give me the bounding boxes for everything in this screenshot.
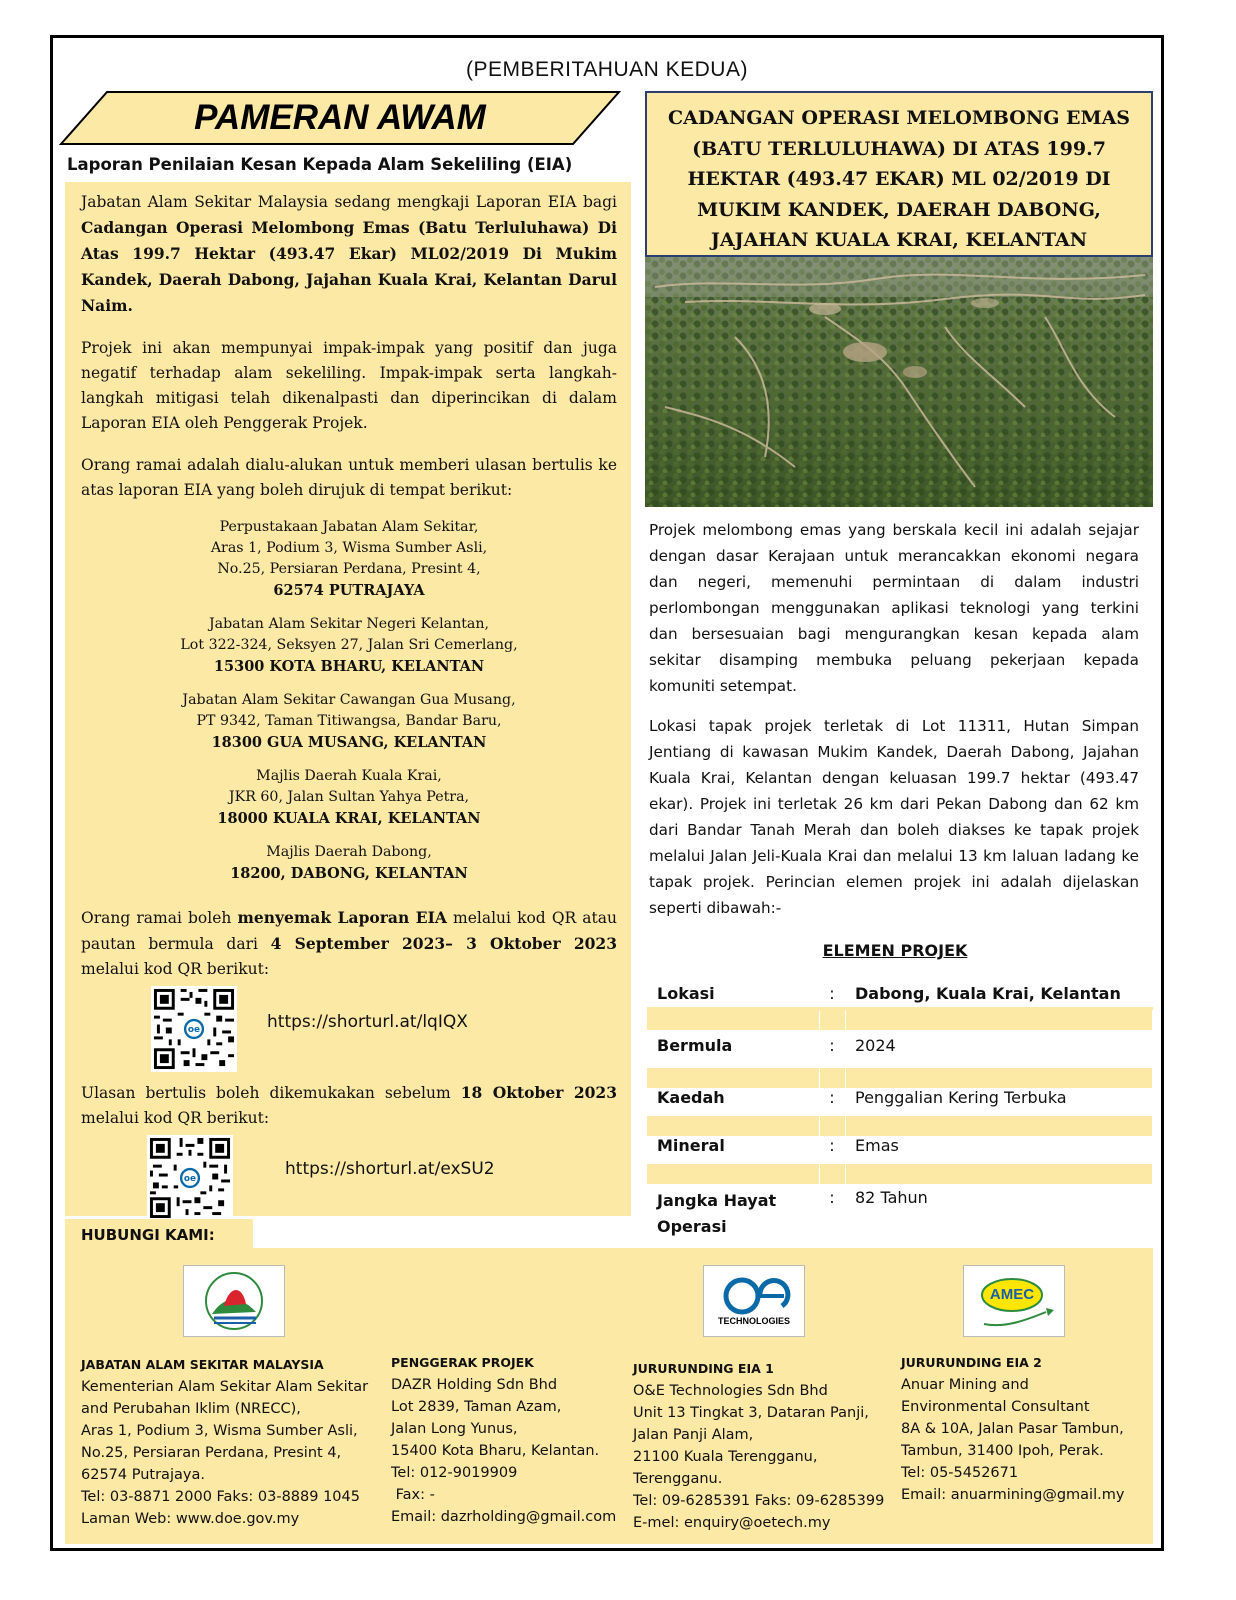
qr-code-comment[interactable] xyxy=(147,1135,233,1221)
element-label: Kaedah xyxy=(657,1087,725,1107)
contact-line: Anuar Mining and xyxy=(901,1377,1029,1393)
elements-heading: ELEMEN PROJEK xyxy=(822,941,968,960)
intro-text: Jabatan Alam Sekitar Malaysia sedang mengkaji Laporan EIA bagi xyxy=(81,193,617,211)
contact-line: Kementerian Alam Sekitar Alam Sekitar xyxy=(81,1379,369,1395)
svg-text:oe: oe xyxy=(187,1025,201,1036)
table-row xyxy=(647,1184,1153,1240)
contact-line: DAZR Holding Sdn Bhd xyxy=(391,1377,558,1393)
comment-paragraph xyxy=(81,1080,617,1131)
qr-code-review[interactable] xyxy=(151,986,237,1072)
address-line: No.25, Persiaran Perdana, Presint 4, xyxy=(217,561,481,577)
table-row xyxy=(647,984,1153,1008)
contact-line: Tel: 012-9019909 xyxy=(391,1465,518,1481)
contact-consultant-1 xyxy=(633,1358,884,1534)
address-city: 15300 KOTA BHARU, KELANTAN xyxy=(213,658,485,675)
address-line: Perpustakaan Jabatan Alam Sekitar, xyxy=(219,519,479,535)
element-label: Jangka Hayat Operasi xyxy=(657,1190,777,1236)
banner xyxy=(59,90,621,146)
table-spacer xyxy=(647,1008,1153,1030)
review-highlight: menyemak Laporan EIA xyxy=(237,908,447,927)
comment-text: melalui kod QR berikut: xyxy=(81,1109,270,1127)
address-city: 18200, DABONG, KELANTAN xyxy=(230,865,468,882)
banner-title: PAMERAN AWAM xyxy=(194,98,486,137)
contact-line: and Perubahan Iklim (NRECC), xyxy=(81,1401,301,1417)
qr-icon xyxy=(147,1135,233,1221)
location-paragraph: Lokasi tapak projek terletak di Lot 11311, Hutan Simpan Jentiang di kawasan Mukim Kandek, Daerah Dabong, Jajahan Kuala Krai, Kelantan dengan keluasan 199.7 hektar (493.47 ekar). Projek ini terletak 26 km dari Pekan Dabong dan 62 km dari Bandar Tanah Merah dan boleh diakses ke tapak projek melalui Jalan Jeli-Kuala Krai dan melalui 13 km laluan ladang ke tapak projek. Perincian elemen projek ini adalah dijelaskan seperti dibawah:- xyxy=(649,717,1139,917)
contact-line: Tel: 05-5452671 xyxy=(901,1465,1019,1481)
oe-logo-text: TECHNOLOGIES xyxy=(717,1316,790,1326)
address-line: PT 9342, Taman Titiwangsa, Bandar Baru, xyxy=(196,713,502,729)
element-value: Penggalian Kering Terbuka xyxy=(855,1087,1067,1107)
table-row xyxy=(647,1030,1153,1068)
table-spacer xyxy=(647,1068,1153,1088)
contact-line: Lot 2839, Taman Azam, xyxy=(391,1399,562,1415)
project-title-line: JAJAHAN KUALA KRAI, KELANTAN xyxy=(710,229,1088,251)
project-title-line: MUKIM KANDEK, DAERAH DABONG, xyxy=(697,198,1101,221)
contact-line: Fax: - xyxy=(391,1487,435,1503)
address-city: 18000 KUALA KRAI, KELANTAN xyxy=(217,810,481,827)
contact-line: 8A & 10A, Jalan Pasar Tambun, xyxy=(901,1421,1124,1437)
address-line: Lot 322-324, Seksyen 27, Jalan Sri Cemerlang, xyxy=(180,637,518,653)
oe-logo xyxy=(703,1265,805,1337)
project-name: Cadangan Operasi Melombong Emas (Batu Terluluhawa) Di Atas 199.7 Hektar (493.47 Ekar) ML02/2019 Di Mukim Kandek, Daerah Dabong, Jajahan Kuala Krai, Kelantan Darul Naim. xyxy=(81,218,617,315)
comment-deadline: 18 Oktober 2023 xyxy=(460,1083,618,1102)
project-title-line: HEKTAR (493.47 EKAR) ML 02/2019 DI xyxy=(687,168,1111,190)
address-item xyxy=(81,517,617,602)
invite-paragraph: Orang ramai adalah dialu-alukan untuk memberi ulasan bertulis ke atas laporan EIA yang boleh dirujuk di tempat berikut: xyxy=(81,456,617,499)
project-elements-table xyxy=(647,984,1153,1240)
amec-logo-text: AMEC xyxy=(989,1286,1035,1303)
notice-frame xyxy=(50,35,1164,1551)
contact-line: 15400 Kota Bharu, Kelantan. xyxy=(391,1443,600,1459)
qr-row-review xyxy=(81,984,617,1074)
qr-row-comment xyxy=(81,1133,617,1223)
comment-text: Ulasan bertulis boleh dikemukakan sebelum xyxy=(81,1084,461,1102)
contact-email[interactable]: Email: dazrholding@gmail.com xyxy=(391,1509,617,1525)
table-spacer xyxy=(647,1116,1153,1136)
review-paragraph xyxy=(81,905,617,982)
address-line: Majlis Daerah Dabong, xyxy=(266,844,432,860)
left-panel xyxy=(65,182,631,1216)
table-row xyxy=(647,1088,1153,1116)
contact-email[interactable]: Email: anuarmining@gmail.my xyxy=(901,1487,1125,1503)
element-value: Dabong, Kuala Krai, Kelantan xyxy=(855,984,1121,1003)
review-text: melalui kod QR berikut: xyxy=(81,960,270,978)
address-line: Jabatan Alam Sekitar Negeri Kelantan, xyxy=(208,616,490,632)
contact-line: Environmental Consultant xyxy=(901,1399,1090,1415)
contact-line: Tambun, 31400 Ipoh, Perak. xyxy=(901,1443,1104,1459)
contact-line: Unit 13 Tingkat 3, Dataran Panji, xyxy=(633,1405,869,1421)
element-label: Lokasi xyxy=(657,984,715,1003)
address-item xyxy=(81,614,617,678)
notice-label: (PEMBERITAHUAN KEDUA) xyxy=(466,58,748,81)
contact-org-name: JURURUNDING EIA 1 xyxy=(633,1361,774,1376)
amec-logo xyxy=(963,1265,1065,1337)
address-list xyxy=(81,517,617,885)
contact-heading: HUBUNGI KAMI: xyxy=(81,1226,215,1244)
table-row xyxy=(647,1136,1153,1164)
contact-org-name: PENGGERAK PROJEK xyxy=(391,1355,534,1370)
description-paragraph: Projek melombong emas yang berskala kecil ini adalah sejajar dengan dasar Kerajaan untuk merancakkan ekonomi negara dan negeri, memenuhi permintaan di dalam industri perlombongan menggunakan aplikasi teknologi yang terkini dan bersesuaian bagi mengurangkan kesan kepada alam sekitar disamping membuka peluang pekerjaan kepada komuniti setempat. xyxy=(649,521,1139,695)
site-aerial-photo xyxy=(645,257,1153,507)
contact-doe xyxy=(81,1354,368,1530)
review-text: melalui kod QR atau pautan bermula dari xyxy=(81,909,617,953)
svg-text:oe: oe xyxy=(183,1174,197,1185)
contact-line: Terengganu. xyxy=(633,1471,723,1487)
element-label: Bermula xyxy=(657,1035,733,1055)
contact-website[interactable]: Laman Web: www.doe.gov.my xyxy=(81,1511,300,1527)
project-title-line: (BATU TERLULUHAWA) DI ATAS 199.7 xyxy=(692,137,1106,160)
element-value: 2024 xyxy=(855,1035,896,1055)
contact-consultant-2 xyxy=(901,1352,1124,1506)
contact-line: 62574 Putrajaya. xyxy=(81,1467,205,1483)
element-colon: : xyxy=(829,1035,835,1055)
review-text: Orang ramai boleh xyxy=(81,909,238,927)
aerial-forest-image xyxy=(645,257,1153,507)
contact-line: Tel: 03-8871 2000 Faks: 03-8889 1045 xyxy=(81,1489,360,1505)
contact-proponent xyxy=(391,1352,616,1528)
contact-line: Aras 1, Podium 3, Wisma Sumber Asli, xyxy=(81,1423,358,1439)
contact-line: 21100 Kuala Terengganu, xyxy=(633,1449,818,1465)
address-line: Aras 1, Podium 3, Wisma Sumber Asli, xyxy=(210,540,488,556)
address-line: JKR 60, Jalan Sultan Yahya Petra, xyxy=(228,789,470,805)
qr-icon xyxy=(151,986,237,1072)
address-line: Jabatan Alam Sekitar Cawangan Gua Musang, xyxy=(182,692,516,708)
element-value: 82 Tahun xyxy=(855,1187,928,1207)
impact-paragraph: Projek ini akan mempunyai impak-impak yang positif dan juga negatif terhadap alam sekeliling. Impak-impak serta langkah-langkah mitigasi telah dikenalpasti dan diperincikan di dalam Laporan EIA oleh Penggerak Projek. xyxy=(81,339,617,432)
doe-logo xyxy=(183,1265,285,1337)
contact-line: Jalan Panji Alam, xyxy=(633,1427,754,1443)
element-colon: : xyxy=(829,1087,835,1107)
contact-email[interactable]: E-mel: enquiry@oetech.my xyxy=(633,1515,831,1531)
subtitle: Laporan Penilaian Kesan Kepada Alam Sekeliling (EIA) xyxy=(67,155,573,174)
review-dates: 4 September 2023– 3 Oktober 2023 xyxy=(270,934,617,953)
project-title-box xyxy=(645,91,1153,257)
contact-org-name: JABATAN ALAM SEKITAR MALAYSIA xyxy=(81,1357,324,1372)
comment-link[interactable]: https://shorturl.at/exSU2 xyxy=(285,1159,495,1179)
contact-org-name: JURURUNDING EIA 2 xyxy=(901,1355,1042,1370)
intro-paragraph xyxy=(81,190,617,319)
element-colon: : xyxy=(829,984,835,1003)
project-description xyxy=(649,517,1139,935)
contact-line: No.25, Persiaran Perdana, Presint 4, xyxy=(81,1445,342,1461)
address-line: Majlis Daerah Kuala Krai, xyxy=(256,768,442,784)
address-item xyxy=(81,842,617,885)
element-value: Emas xyxy=(855,1135,899,1155)
address-city: 18300 GUA MUSANG, KELANTAN xyxy=(211,734,487,751)
element-colon: : xyxy=(829,1187,835,1207)
address-item xyxy=(81,766,617,830)
address-city: 62574 PUTRAJAYA xyxy=(273,582,425,599)
contact-panel xyxy=(65,1248,1153,1544)
doe-emblem-icon xyxy=(184,1266,284,1336)
contact-line: Tel: 09-6285391 Faks: 09-6285399 xyxy=(633,1493,885,1509)
address-item xyxy=(81,690,617,754)
table-spacer xyxy=(647,1164,1153,1184)
project-title-line: CADANGAN OPERASI MELOMBONG EMAS xyxy=(667,107,1131,129)
element-colon: : xyxy=(829,1135,835,1155)
contact-line: Jalan Long Yunus, xyxy=(391,1421,518,1437)
review-link[interactable]: https://shorturl.at/lqIQX xyxy=(267,1012,468,1032)
element-label: Mineral xyxy=(657,1135,725,1155)
contact-line: O&E Technologies Sdn Bhd xyxy=(633,1383,828,1399)
